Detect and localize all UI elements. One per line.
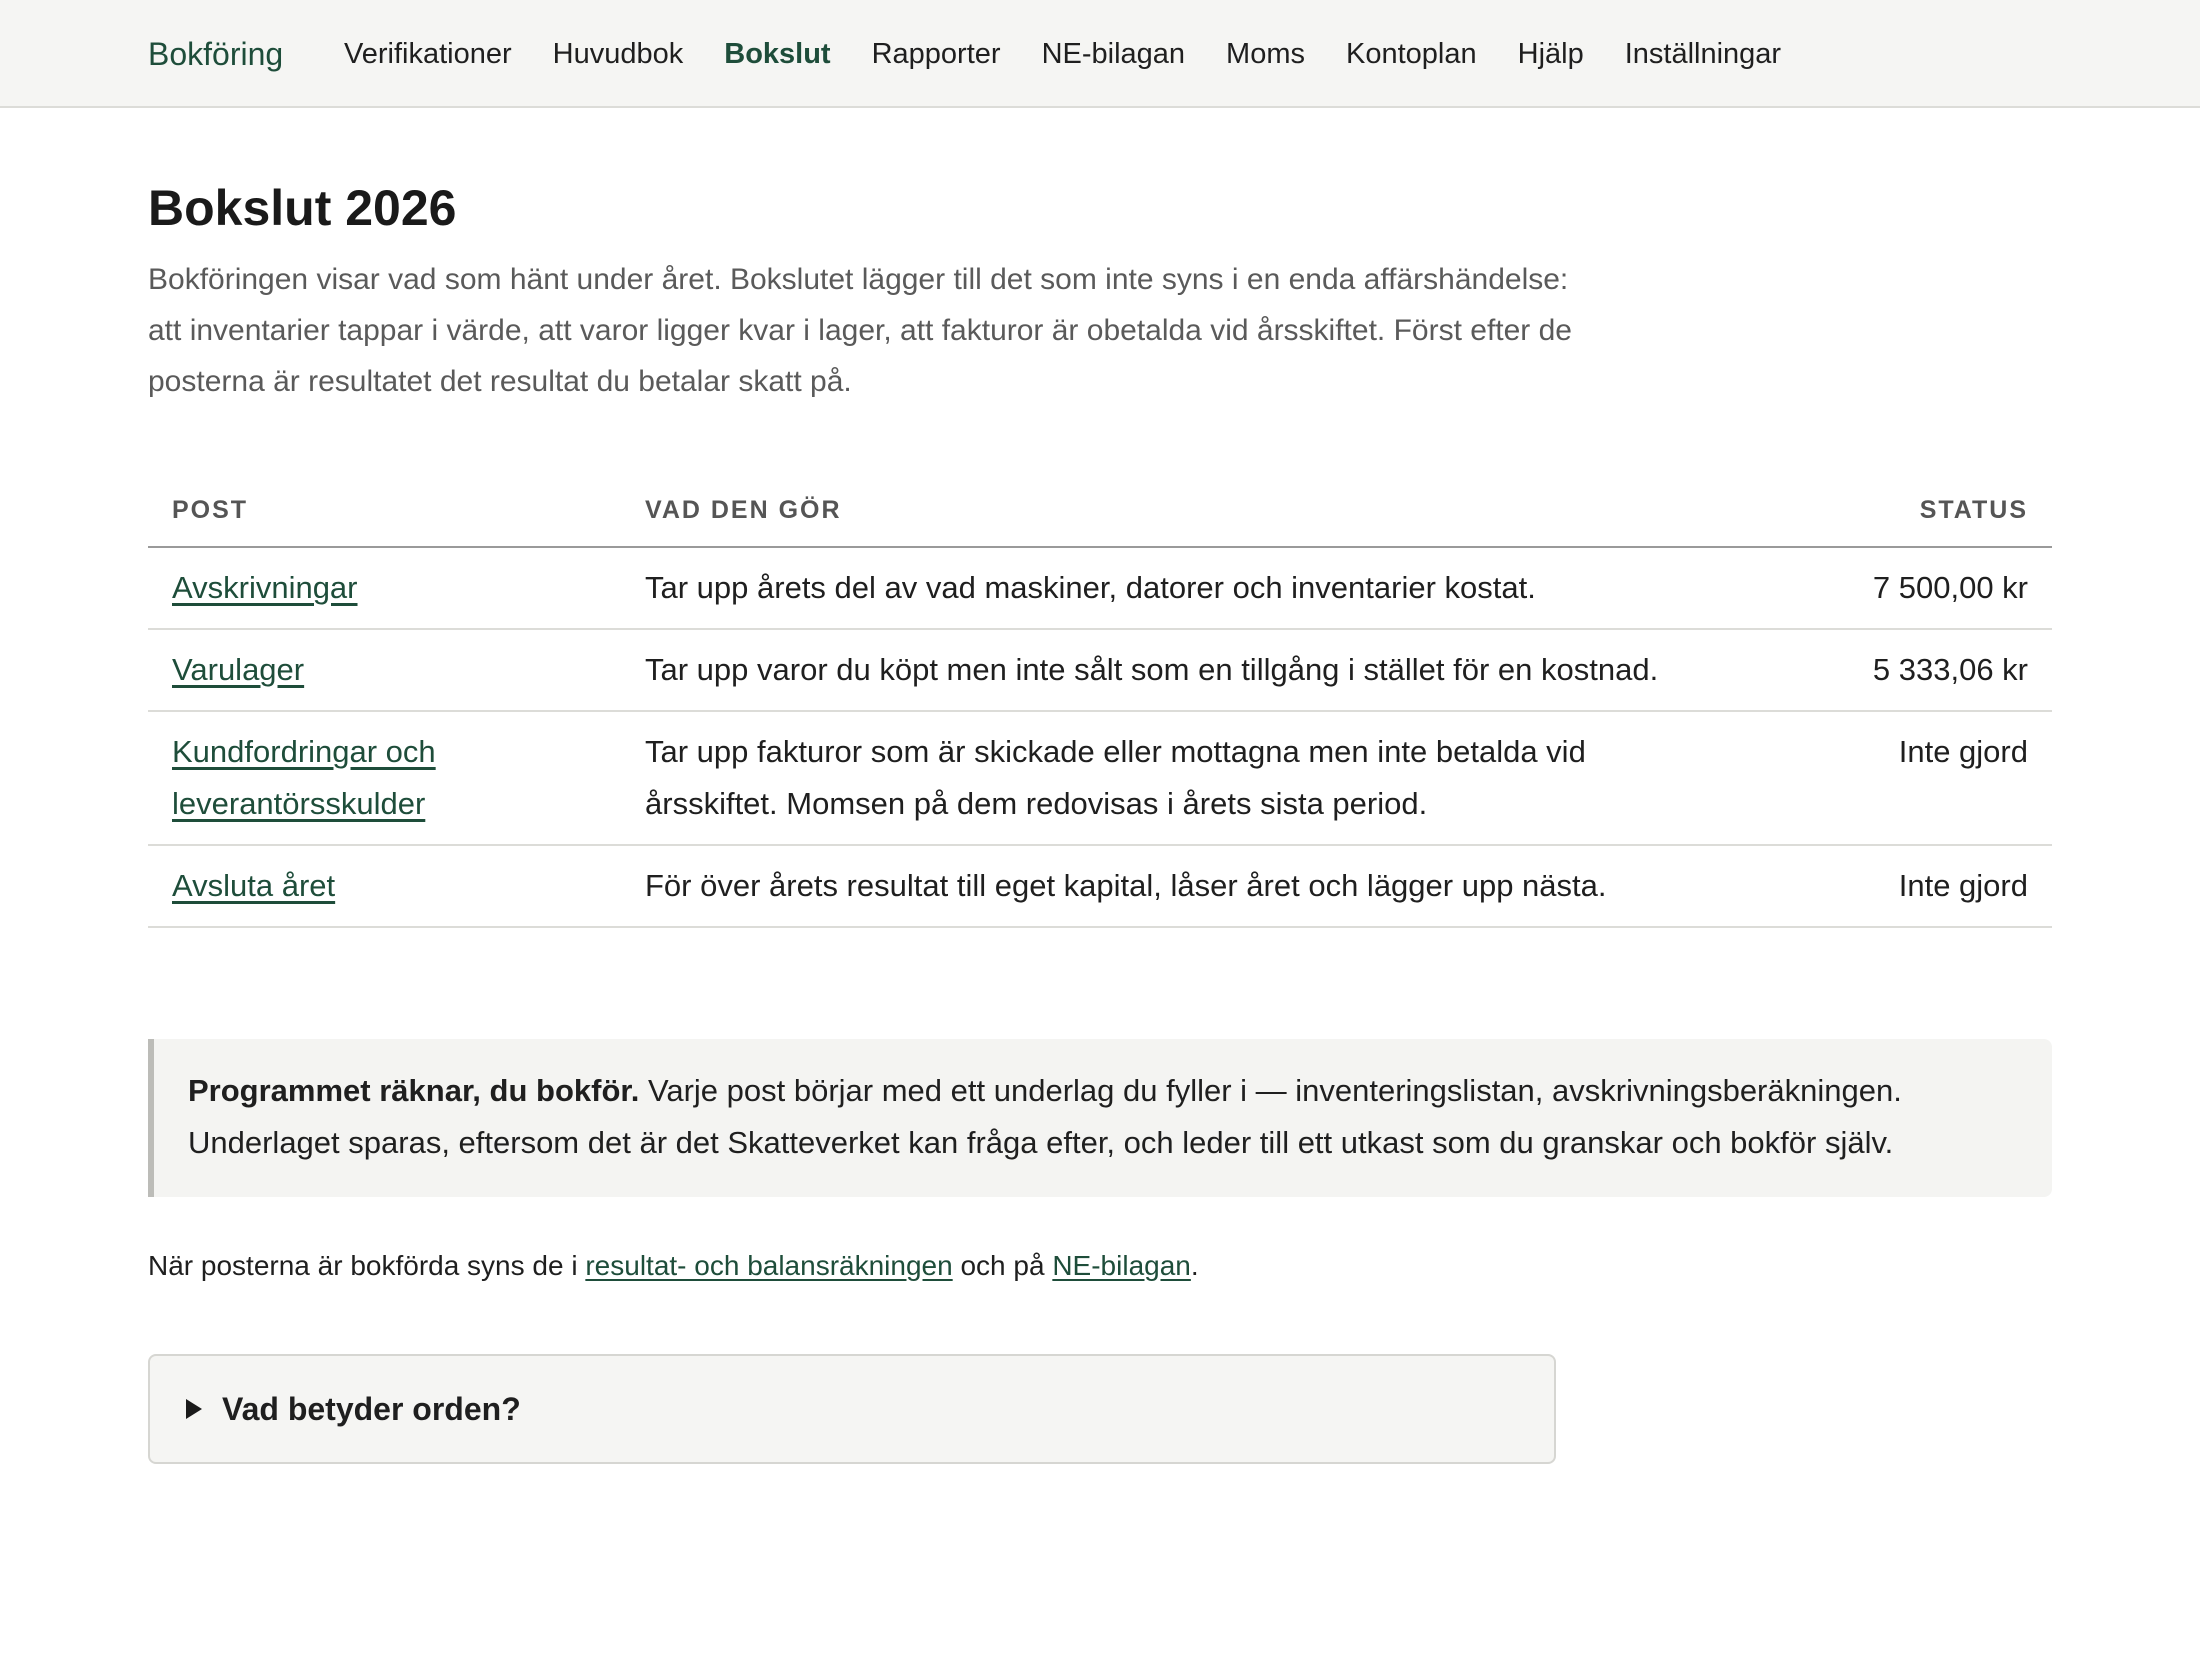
post-description: Tar upp årets del av vad maskiner, datorer och inventarier kostat. bbox=[621, 547, 1689, 629]
disclosure-triangle-icon bbox=[186, 1399, 202, 1419]
column-header-desc: VAD DEN GÖR bbox=[621, 474, 1689, 547]
nav-item-huvudbok[interactable]: Huvudbok bbox=[552, 38, 684, 70]
post-description: Tar upp fakturor som är skickade eller mottagna men inte betalda vid årsskiftet. Momsen på dem redovisas i årets sista period. bbox=[621, 711, 1689, 845]
nav-item-bokslut[interactable]: Bokslut bbox=[724, 38, 831, 70]
table-row bbox=[148, 711, 2052, 845]
table-row bbox=[148, 845, 2052, 927]
table-row bbox=[148, 629, 2052, 711]
post-status: Inte gjord bbox=[1689, 845, 2052, 927]
footnote-text-after: . bbox=[1190, 1250, 1199, 1281]
nav-item-hjalp[interactable]: Hjälp bbox=[1517, 38, 1584, 70]
post-link-varulager[interactable]: Varulager bbox=[172, 652, 305, 687]
callout-text: Varje post börjar med ett underlag du fyller i — inventeringslistan, avskrivningsberäkningen. Underlaget sparas, eftersom det är det Skatteverket kan fråga efter, och leder till ett utkast som du granskar och bokför själv. bbox=[188, 1073, 1902, 1160]
post-description: Tar upp varor du köpt men inte sålt som en tillgång i stället för en kostnad. bbox=[621, 629, 1689, 711]
nav-menu bbox=[344, 34, 1781, 74]
post-link-avsluta-aret[interactable]: Avsluta året bbox=[172, 868, 336, 903]
nav-item-installningar[interactable]: Inställningar bbox=[1624, 38, 1782, 70]
footnote-text-middle: och på bbox=[952, 1250, 1053, 1281]
nav-item-kontoplan[interactable]: Kontoplan bbox=[1346, 38, 1477, 70]
nav-item-ne-bilagan[interactable]: NE-bilagan bbox=[1041, 38, 1186, 70]
table-header-row bbox=[148, 474, 2052, 547]
top-navigation bbox=[0, 0, 2200, 108]
table-row bbox=[148, 547, 2052, 629]
callout-heading: Programmet räknar, du bokför. bbox=[188, 1073, 640, 1108]
post-status: Inte gjord bbox=[1689, 711, 2052, 845]
page-intro: Bokföringen visar vad som hänt under året. Bokslutet lägger till det som inte syns i en enda affärshändelse: att inventarier tappar i värde, att varor ligger kvar i lager, att fakturor är obetalda vid årsskiftet. Först efter de posterna är resultatet det resultat du betalar skatt på. bbox=[148, 263, 1572, 398]
nav-item-rapporter[interactable]: Rapporter bbox=[871, 38, 1001, 70]
column-header-status: STATUS bbox=[1689, 474, 2052, 547]
post-link-kundfordringar[interactable]: Kundfordringar och leverantörsskulder bbox=[172, 734, 436, 821]
column-header-post: POST bbox=[148, 474, 621, 547]
nav-item-verifikationer[interactable]: Verifikationer bbox=[344, 38, 512, 70]
glossary-summary: Vad betyder orden? bbox=[222, 1390, 521, 1427]
link-resultat-balansrakning[interactable]: resultat- och balansräkningen bbox=[585, 1250, 953, 1281]
post-cell bbox=[148, 629, 621, 711]
brand-link[interactable]: Bokföring bbox=[148, 36, 284, 72]
post-cell bbox=[148, 711, 621, 845]
page-title: Bokslut 2026 bbox=[148, 180, 457, 236]
glossary-disclosure[interactable] bbox=[148, 1354, 1556, 1464]
post-cell bbox=[148, 845, 621, 927]
footnote-text-before: När posterna är bokförda syns de i bbox=[148, 1250, 586, 1281]
footnote bbox=[148, 1246, 1199, 1286]
info-callout bbox=[148, 1039, 2052, 1197]
post-status: 7 500,00 kr bbox=[1689, 547, 2052, 629]
post-status: 5 333,06 kr bbox=[1689, 629, 2052, 711]
post-link-avskrivningar[interactable]: Avskrivningar bbox=[172, 570, 358, 605]
closing-posts-table bbox=[148, 474, 2052, 928]
post-cell bbox=[148, 547, 621, 629]
post-description: För över årets resultat till eget kapital, låser året och lägger upp nästa. bbox=[621, 845, 1689, 927]
link-ne-bilagan[interactable]: NE-bilagan bbox=[1052, 1250, 1191, 1281]
nav-item-moms[interactable]: Moms bbox=[1226, 38, 1305, 70]
